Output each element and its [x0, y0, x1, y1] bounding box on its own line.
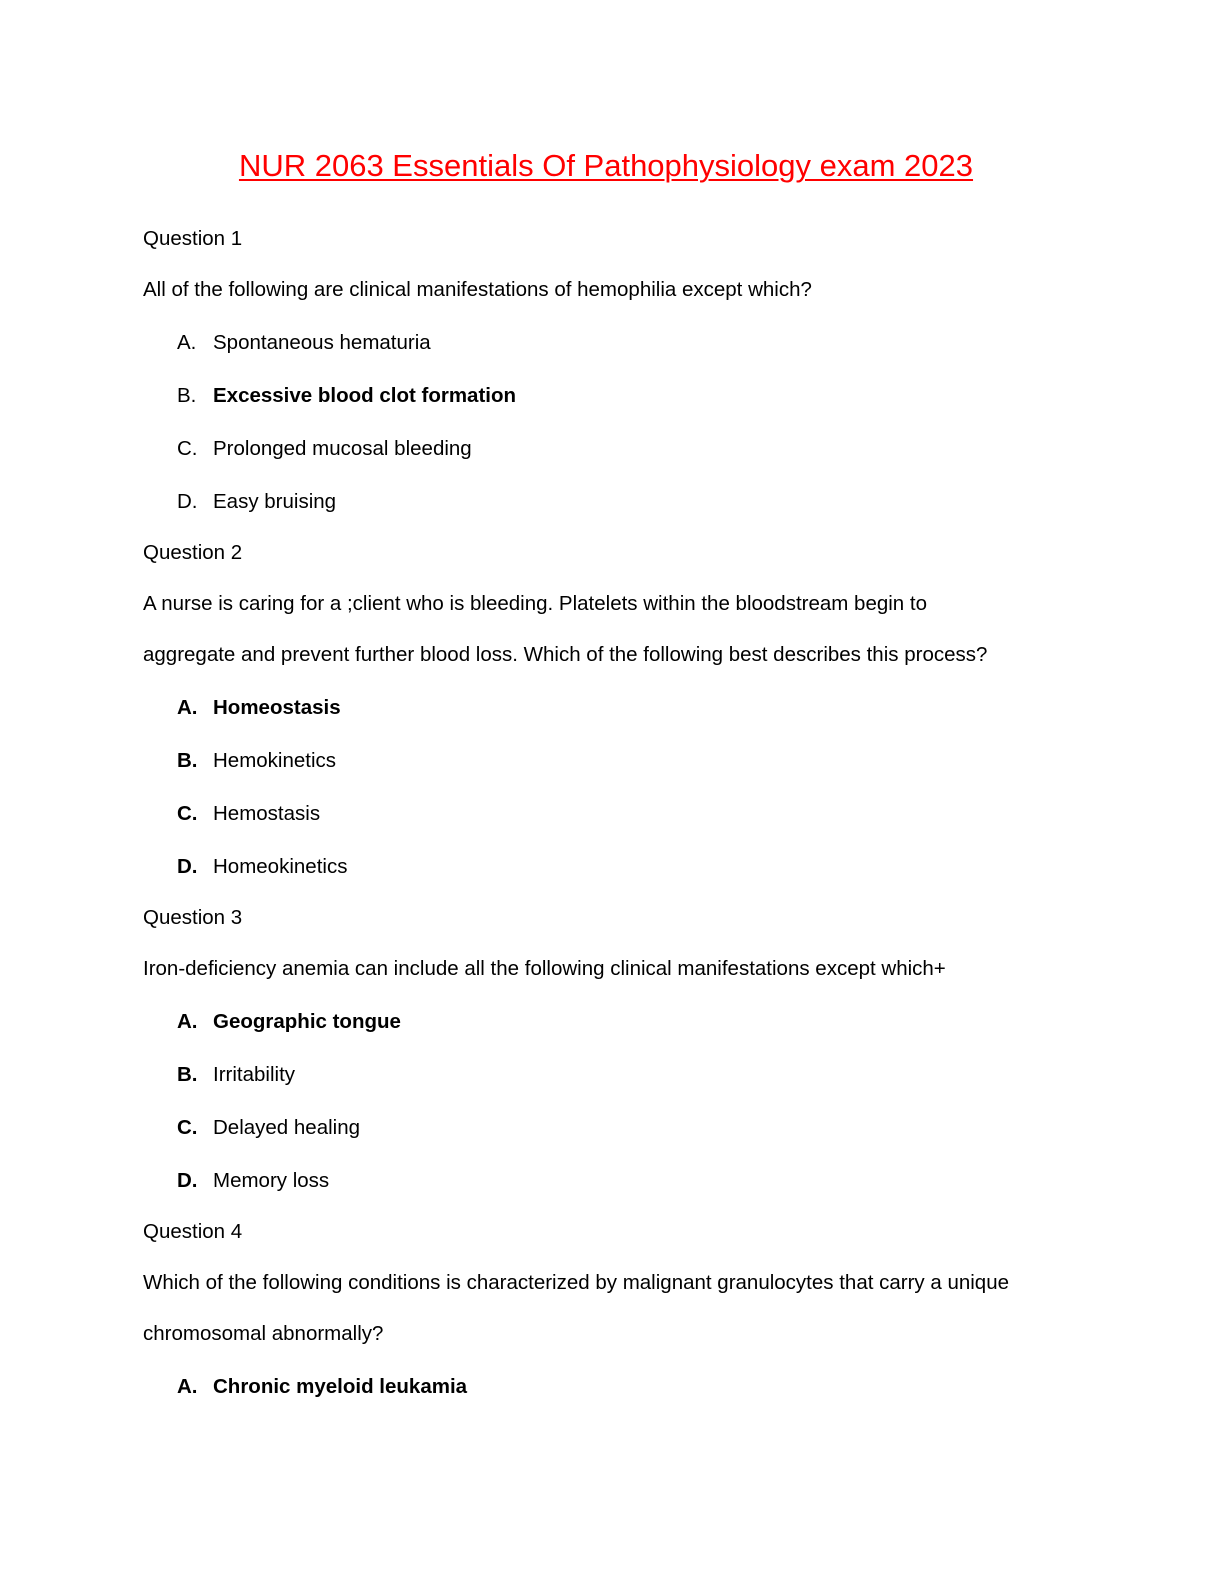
document-title: NUR 2063 Essentials Of Pathophysiology exam 2023 — [238, 148, 974, 183]
option-letter: B. — [177, 749, 198, 772]
question-text-line: chromosomal abnormally? — [143, 1322, 384, 1345]
option-letter: A. — [177, 1010, 198, 1033]
option-letter: D. — [177, 855, 198, 878]
answer-option-d — [143, 1166, 1103, 1196]
option-text: Geographic tongue — [213, 1010, 401, 1033]
option-letter: A. — [177, 696, 198, 719]
answer-options — [143, 328, 1103, 517]
question-text — [143, 1268, 1103, 1349]
question-text-line: All of the following are clinical manifestations of hemophilia except which? — [143, 278, 812, 301]
answer-option-a — [143, 1372, 1103, 1402]
question-text — [143, 275, 1103, 305]
answer-option-b — [143, 1060, 1103, 1090]
question-text — [143, 589, 1103, 670]
option-text: Excessive blood clot formation — [213, 384, 517, 407]
question-2 — [143, 538, 1103, 882]
answer-option-a — [143, 1007, 1103, 1037]
answer-option-d — [143, 852, 1103, 882]
question-text — [143, 954, 1103, 984]
option-letter: B. — [177, 384, 197, 407]
question-label: Question 4 — [143, 1220, 243, 1243]
option-text: Prolonged mucosal bleeding — [213, 437, 472, 460]
answer-options — [143, 1372, 1103, 1402]
option-text: Homeokinetics — [213, 855, 348, 878]
answer-option-c — [143, 434, 1103, 464]
answer-option-a — [143, 328, 1103, 358]
question-text-line: Which of the following conditions is characterized by malignant granulocytes that carry a unique — [143, 1271, 1010, 1294]
question-3 — [143, 903, 1103, 1196]
option-text: Spontaneous hematuria — [213, 331, 431, 354]
answer-option-b — [143, 746, 1103, 776]
option-letter: B. — [177, 1063, 198, 1086]
option-letter: A. — [177, 331, 197, 354]
question-text-line: Iron-deficiency anemia can include all the following clinical manifestations except which+ — [143, 957, 946, 980]
answer-options — [143, 693, 1103, 882]
option-text: Easy bruising — [213, 490, 337, 513]
option-text: Homeostasis — [213, 696, 341, 719]
option-letter: C. — [177, 1116, 198, 1139]
option-letter: A. — [177, 1375, 198, 1398]
option-letter: C. — [177, 437, 198, 460]
question-4 — [143, 1217, 1103, 1402]
option-letter: D. — [177, 1169, 198, 1192]
answer-option-c — [143, 799, 1103, 829]
question-label: Question 2 — [143, 541, 243, 564]
option-letter: D. — [177, 490, 198, 513]
option-text: Memory loss — [213, 1169, 330, 1192]
answer-option-b — [143, 381, 1103, 411]
question-label: Question 3 — [143, 906, 243, 929]
answer-option-d — [143, 487, 1103, 517]
answer-options — [143, 1007, 1103, 1196]
answer-option-c — [143, 1113, 1103, 1143]
option-text: Hemokinetics — [213, 749, 337, 772]
option-letter: C. — [177, 802, 198, 825]
option-text: Hemostasis — [213, 802, 321, 825]
question-text-line: A nurse is caring for a ;client who is bleeding. Platelets within the bloodstream begin to — [143, 592, 927, 615]
question-label: Question 1 — [143, 227, 243, 250]
option-text: Delayed healing — [213, 1116, 361, 1139]
answer-option-a — [143, 693, 1103, 723]
option-text: Chronic myeloid leukamia — [213, 1375, 468, 1398]
question-1 — [143, 224, 1103, 517]
question-list — [143, 224, 1103, 1423]
option-text: Irritability — [213, 1063, 296, 1086]
question-text-line: aggregate and prevent further blood loss. Which of the following best describes this process? — [143, 643, 988, 666]
